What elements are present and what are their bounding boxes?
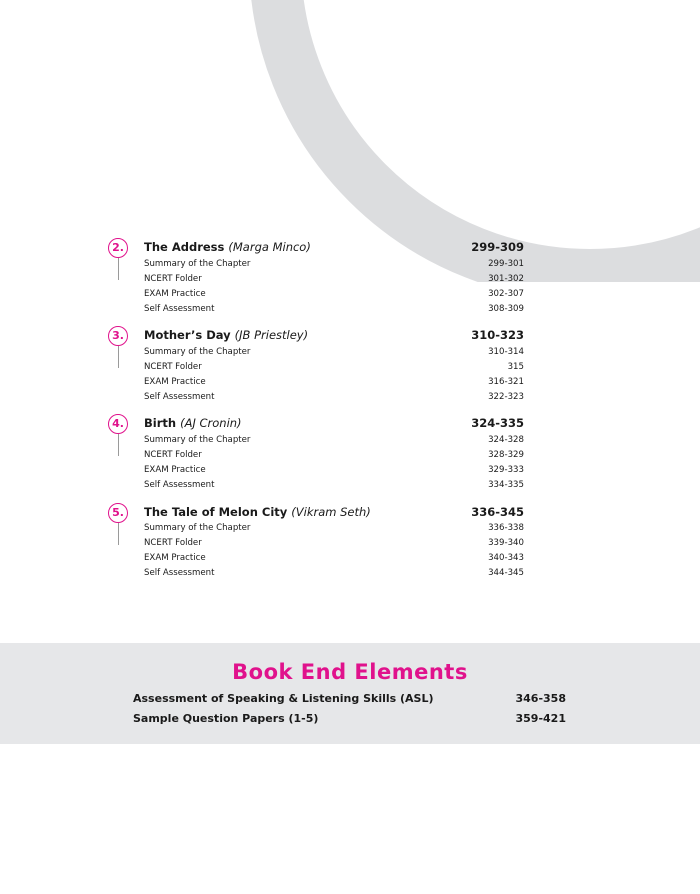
chapter-number-badge: 2. bbox=[108, 238, 128, 258]
chapter-item-label[interactable]: Summary of the Chapter bbox=[144, 347, 251, 357]
chapter-item-label[interactable]: Self Assessment bbox=[144, 304, 215, 314]
chapter-stem-line bbox=[118, 346, 119, 368]
chapter-number-badge: 5. bbox=[108, 503, 128, 523]
chapter-item-pages: 336-338 bbox=[488, 523, 524, 533]
chapter-item-pages: 340-343 bbox=[488, 553, 524, 563]
chapter-item-pages: 344-345 bbox=[488, 568, 524, 578]
chapter-item-pages: 299-301 bbox=[488, 259, 524, 269]
chapter-author: (JB Priestley) bbox=[234, 328, 309, 342]
chapter-item-pages: 322-323 bbox=[488, 392, 524, 402]
chapter-item-label[interactable]: Self Assessment bbox=[144, 480, 215, 490]
chapter-item-label[interactable]: NCERT Folder bbox=[144, 538, 202, 548]
chapter-stem-line bbox=[118, 434, 119, 456]
chapter-title-text: The Address bbox=[144, 240, 225, 254]
chapter-item-pages: 302-307 bbox=[488, 289, 524, 299]
book-end-section bbox=[0, 643, 700, 744]
chapter-item-label[interactable]: NCERT Folder bbox=[144, 362, 202, 372]
chapter-item-label[interactable]: Summary of the Chapter bbox=[144, 259, 251, 269]
chapter-stem-line bbox=[118, 523, 119, 545]
chapter-page-range: 324-335 bbox=[471, 416, 524, 430]
book-end-entry-pages: 346-358 bbox=[515, 692, 566, 705]
chapter-item-label[interactable]: EXAM Practice bbox=[144, 289, 206, 299]
chapter-page-range: 299-309 bbox=[471, 240, 524, 254]
book-end-heading: Book End Elements bbox=[232, 660, 468, 684]
book-end-entry-pages: 359-421 bbox=[515, 712, 566, 725]
chapter-item-pages: 328-329 bbox=[488, 450, 524, 460]
chapter-title[interactable] bbox=[144, 505, 371, 519]
chapter-title[interactable] bbox=[144, 240, 311, 254]
chapter-title-text: Mother’s Day bbox=[144, 328, 231, 342]
chapter-item-label[interactable]: NCERT Folder bbox=[144, 450, 202, 460]
chapter-page-range: 310-323 bbox=[471, 328, 524, 342]
chapter-item-label[interactable]: EXAM Practice bbox=[144, 465, 206, 475]
chapter-item-pages: 308-309 bbox=[488, 304, 524, 314]
chapter-item-label[interactable]: Self Assessment bbox=[144, 568, 215, 578]
chapter-item-label[interactable]: Self Assessment bbox=[144, 392, 215, 402]
chapter-item-pages: 310-314 bbox=[488, 347, 524, 357]
chapter-item-pages: 315 bbox=[507, 362, 524, 372]
chapter-item-label[interactable]: NCERT Folder bbox=[144, 274, 202, 284]
chapter-item-pages: 329-333 bbox=[488, 465, 524, 475]
chapter-page-range: 336-345 bbox=[471, 505, 524, 519]
chapter-author: (Marga Minco) bbox=[228, 240, 311, 254]
chapter-number-badge: 3. bbox=[108, 326, 128, 346]
chapter-author: (Vikram Seth) bbox=[291, 505, 371, 519]
chapter-item-label[interactable]: Summary of the Chapter bbox=[144, 523, 251, 533]
chapter-item-label[interactable]: EXAM Practice bbox=[144, 553, 206, 563]
chapter-item-pages: 334-335 bbox=[488, 480, 524, 490]
chapter-item-pages: 339-340 bbox=[488, 538, 524, 548]
chapter-item-pages: 301-302 bbox=[488, 274, 524, 284]
chapter-item-label[interactable]: Summary of the Chapter bbox=[144, 435, 251, 445]
chapter-number-badge: 4. bbox=[108, 414, 128, 434]
chapter-title[interactable] bbox=[144, 416, 242, 430]
chapter-item-pages: 316-321 bbox=[488, 377, 524, 387]
chapter-author: (AJ Cronin) bbox=[180, 416, 242, 430]
chapter-title-text: The Tale of Melon City bbox=[144, 505, 288, 519]
book-end-entry-label[interactable]: Assessment of Speaking & Listening Skills (ASL) bbox=[133, 692, 434, 705]
chapter-item-pages: 324-328 bbox=[488, 435, 524, 445]
chapter-item-label[interactable]: EXAM Practice bbox=[144, 377, 206, 387]
book-end-entry-label[interactable]: Sample Question Papers (1-5) bbox=[133, 712, 319, 725]
chapter-title[interactable] bbox=[144, 328, 308, 342]
chapter-title-text: Birth bbox=[144, 416, 177, 430]
chapter-stem-line bbox=[118, 258, 119, 280]
